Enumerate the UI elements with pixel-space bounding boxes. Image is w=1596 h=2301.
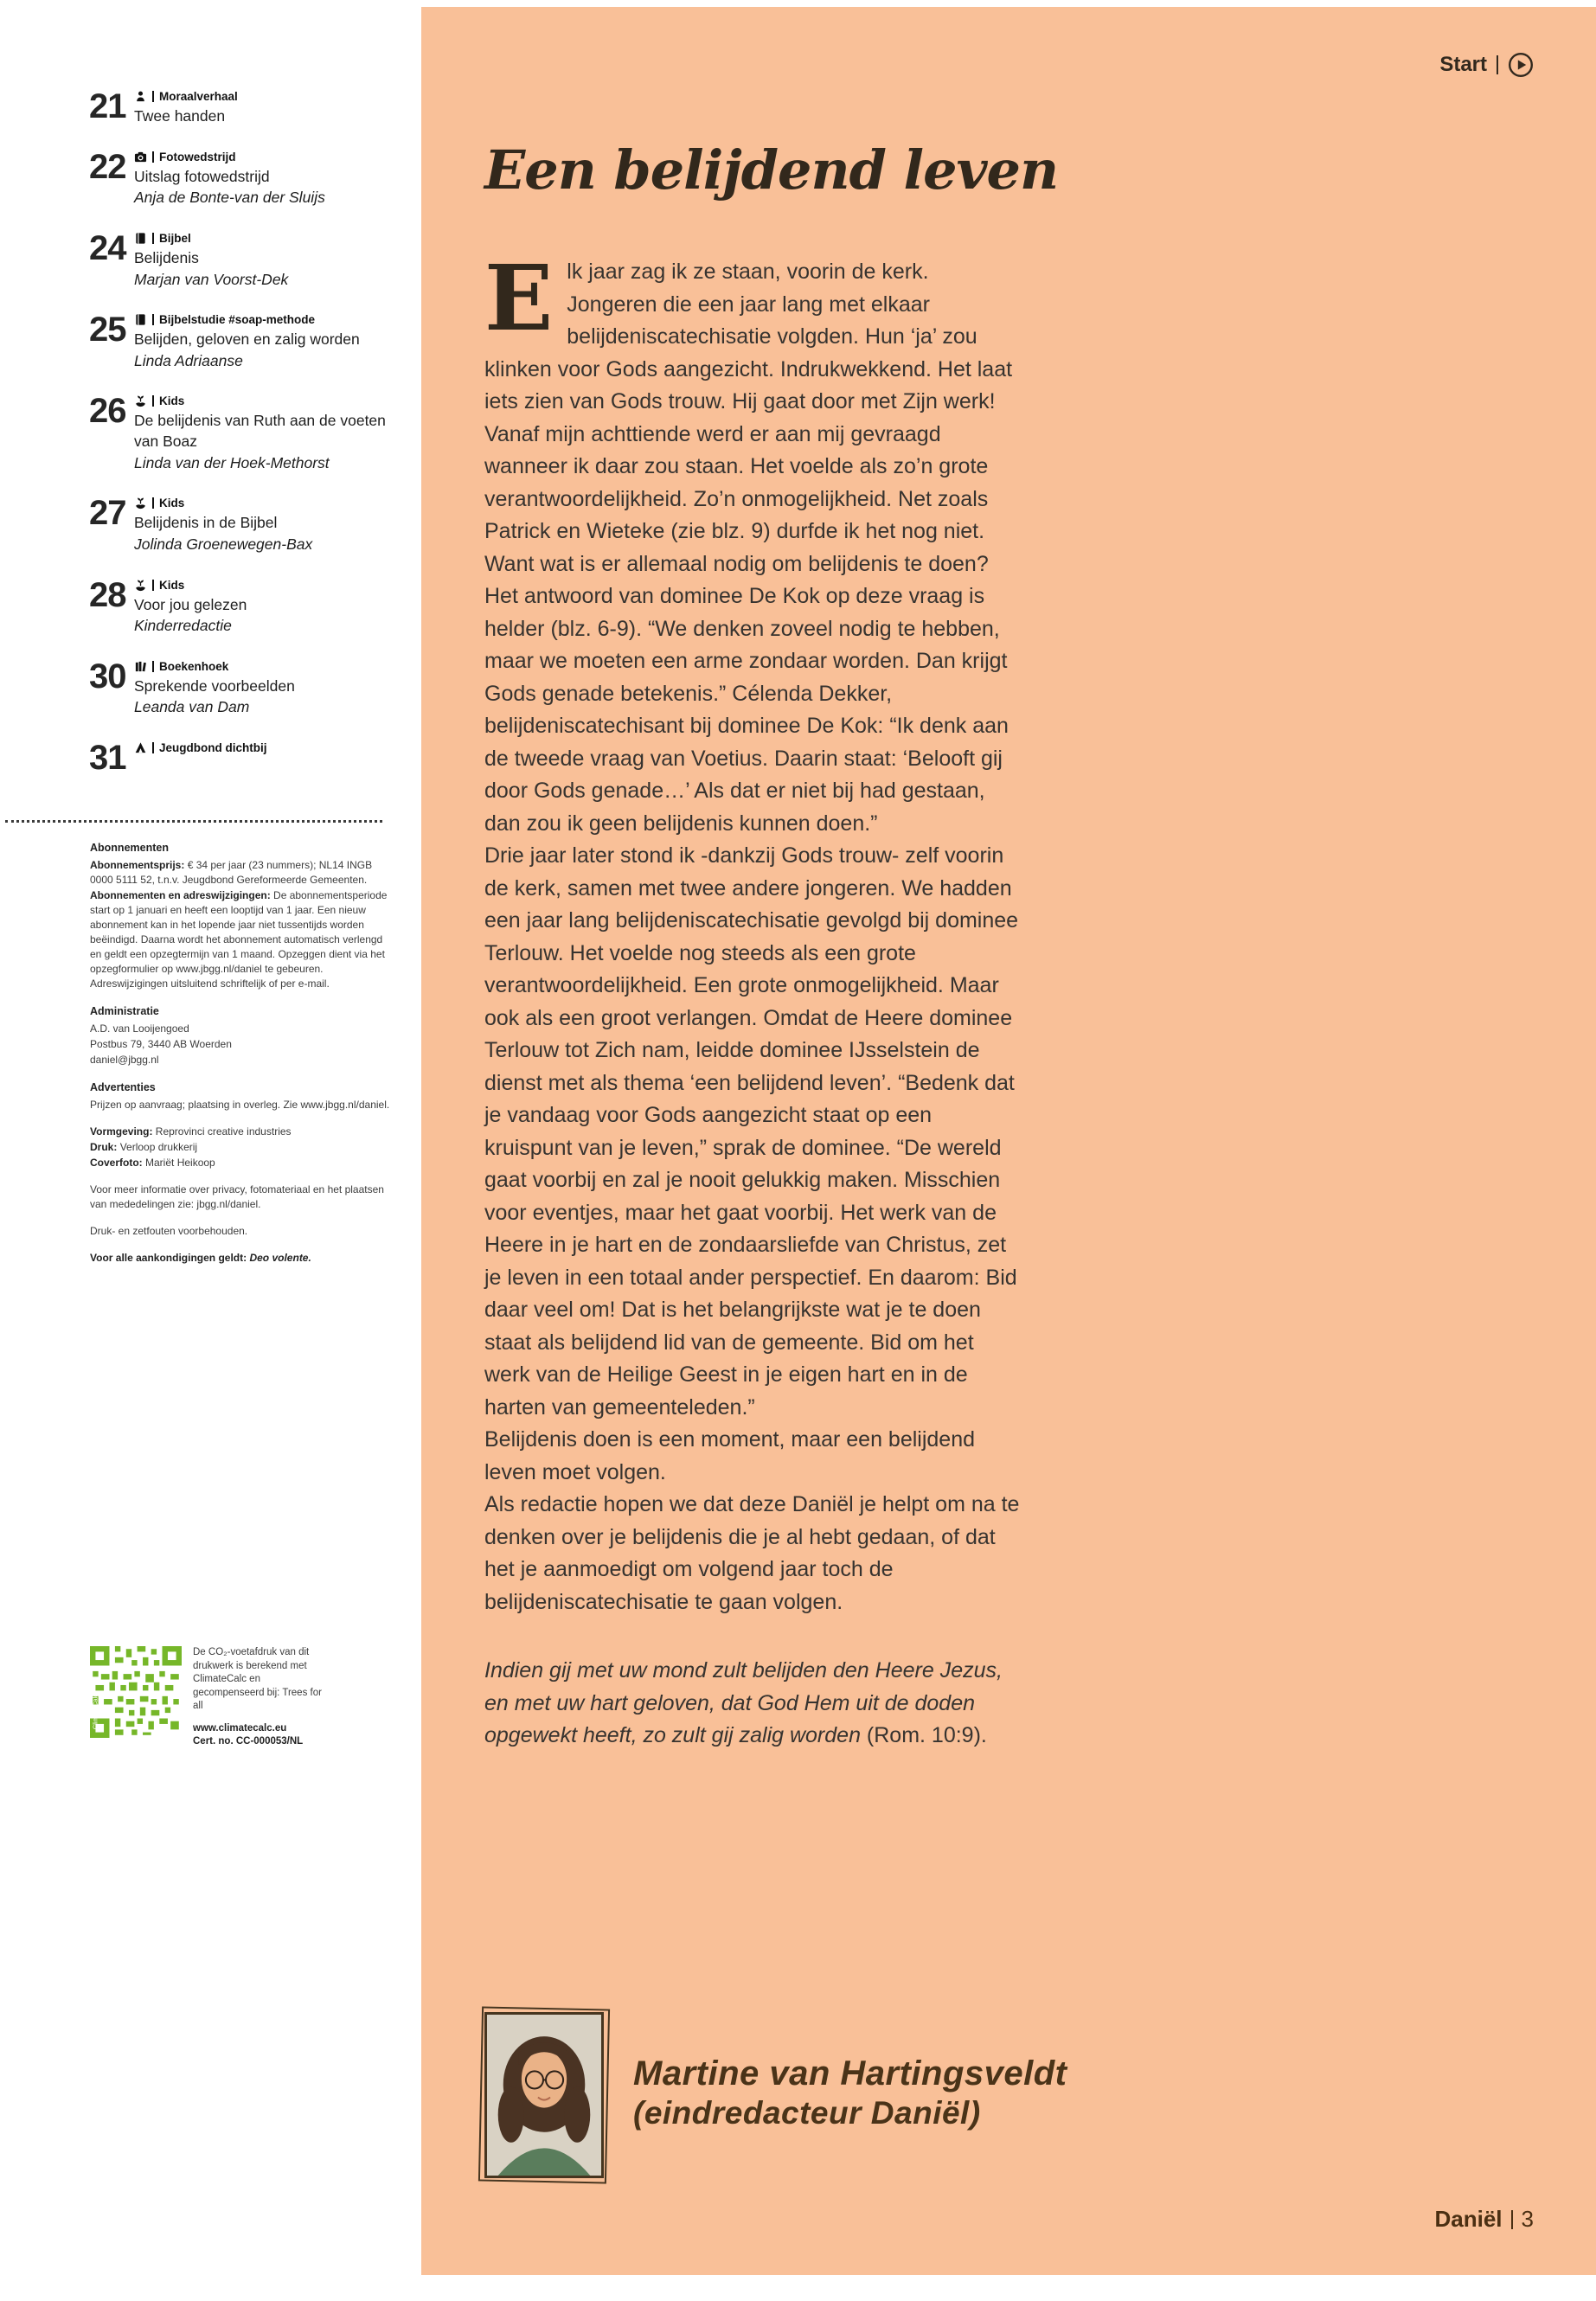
editorial-panel (421, 7, 1596, 2275)
co2-footprint-block (90, 1646, 393, 1749)
toc-category-label: Kids (159, 394, 185, 408)
advertenties-text: Prijzen op aanvraag; plaatsing in overleg. Zie www.jbgg.nl/daniel. (90, 1098, 390, 1111)
climatecalc-qr-code (90, 1646, 182, 1738)
play-icon[interactable] (1508, 52, 1534, 78)
toc-item-title: Belijden, geloven en zalig worden (134, 330, 360, 349)
category-separator (152, 91, 154, 102)
editor-signature-name: Martine van Hartingsveldt (633, 2054, 1067, 2093)
start-link[interactable] (1439, 52, 1534, 78)
toc-entry[interactable] (89, 228, 394, 290)
book-icon (134, 232, 147, 245)
toc-page-number: 30 (89, 657, 126, 695)
changes-label: Abonnementen en adreswijzigingen: (90, 888, 271, 901)
svg-text:ClimateCalc: ClimateCalc (91, 1693, 99, 1730)
editor-signature-role: (eindredacteur Daniël) (633, 2095, 981, 2131)
bible-reference: (Rom. 10:9). (860, 1723, 987, 1747)
advertenties-heading: Advertenties (90, 1080, 156, 1093)
signature-block (484, 2012, 1067, 2178)
colophon (90, 841, 390, 1266)
druk-line: Druk: Verloop drukkerij (90, 1140, 198, 1153)
toc-page-number: 21 (89, 87, 126, 125)
toc-item-author: Leanda van Dam (134, 698, 250, 716)
toc-category-label: Kids (159, 497, 185, 510)
toc-item-title: Belijdenis in de Bijbel (134, 514, 278, 532)
toc-item-author: Jolinda Groenewegen-Bax (134, 535, 313, 553)
toc-entry[interactable] (89, 312, 394, 371)
category-separator (152, 233, 154, 244)
administratie-heading: Administratie (90, 1005, 159, 1018)
toc-category (134, 394, 394, 407)
toc-item-title: De belijdenis van Ruth aan de voeten van Boaz (134, 412, 386, 450)
separator-bar (1497, 55, 1498, 74)
page-number: 3 (1521, 2206, 1534, 2232)
category-separator (152, 151, 154, 163)
sprout-icon (134, 579, 147, 592)
administratie-line: daniel@jbgg.nl (90, 1053, 159, 1066)
category-separator (152, 395, 154, 407)
toc-page-number: 25 (89, 311, 126, 349)
toc-column (0, 0, 421, 2301)
tent-icon (134, 741, 147, 754)
privacy-text: Voor meer informatie over privacy, fotomateriaal en het plaatsen van mededelingen zie: jbgg.nl/daniel. (90, 1183, 384, 1210)
toc-category-label: Fotowedstrijd (159, 150, 236, 163)
toc-item-author: Anja de Bonte-van der Sluijs (134, 189, 325, 207)
toc-page-number: 27 (89, 494, 126, 533)
administratie-line: Postbus 79, 3440 AB Woerden (90, 1037, 232, 1050)
person-icon (134, 90, 147, 103)
editorial-title: Een belijdend leven (484, 138, 1059, 202)
toc-item-title: Uitslag fotowedstrijd (134, 167, 270, 185)
drop-cap: E (484, 245, 554, 351)
bible-quote: Indien gij met uw mond zult belijden den Heere Jezus, en met uw hart geloven, dat God Hem uit de doden opgewekt heeft, zo zult gij zalig worden (Rom. 10:9). (484, 1658, 1003, 1747)
sprout-icon (134, 497, 147, 510)
separator-bar (1511, 2210, 1513, 2229)
toc-item-title: Twee handen (134, 107, 226, 125)
climatecalc-url: www.climatecalc.eu (193, 1722, 287, 1734)
toc-category-label: Bijbel (159, 231, 191, 245)
toc-entry[interactable] (89, 394, 394, 473)
toc-category-label: Bijbelstudie #soap-methode (159, 313, 316, 327)
abonnementen-changes: Abonnementen en adreswijzigingen: De abonnementsperiode start op 1 januari en heeft een looptijd van 1 jaar. Een nieuw abonnement kan in het lopende jaar niet tussentijds worden beëindigd. Daarna wordt het abonnement automatisch verlengd en geldt een opzegtermijn van 1 maand. Opzeggen dient via het opzegformulier op www.jbgg.nl/daniel te gebeuren. Adreswijzigingen uitsluitend schriftelijk of per e-mail. (90, 888, 388, 990)
toc-page-number: 26 (89, 392, 126, 431)
toc-item-title: Sprekende voorbeelden (134, 676, 295, 695)
toc-category-label: Moraalverhaal (159, 90, 238, 103)
page-footer (1435, 2206, 1535, 2233)
toc-category (134, 313, 394, 326)
editorial-body (484, 245, 1022, 1753)
climatecalc-cert: Cert. no. CC-000053/NL (193, 1736, 304, 1747)
toc-entry[interactable] (89, 575, 394, 637)
toc-item-author: Linda van der Hoek-Methorst (134, 453, 330, 471)
toc-category-label: Jeugdbond dichtbij (159, 741, 267, 754)
aankondigingen-line: Voor alle aankondigingen geldt: Deo volente. (90, 1251, 311, 1264)
price-label: Abonnementsprijs: (90, 858, 185, 871)
toc-page-number: 28 (89, 575, 126, 614)
toc-item-title: Belijdenis (134, 248, 199, 266)
toc-item-author: Linda Adriaanse (134, 351, 243, 369)
toc-category (134, 579, 394, 592)
toc-list (89, 89, 394, 798)
toc-category-label: Kids (159, 578, 185, 592)
coverfoto-line: Coverfoto: Mariët Heikoop (90, 1156, 215, 1169)
administratie-line: A.D. van Looijengoed (90, 1022, 189, 1035)
toc-category (134, 660, 394, 673)
camera-icon (134, 151, 147, 163)
toc-category (134, 90, 394, 103)
zetfouten-text: Druk- en zetfouten voorbehouden. (90, 1224, 248, 1237)
toc-entry[interactable] (89, 740, 394, 775)
toc-item-title: Voor jou gelezen (134, 595, 247, 613)
toc-page-number: 22 (89, 147, 126, 186)
category-separator (152, 314, 154, 325)
toc-page-number: 31 (89, 739, 126, 777)
editor-photo (484, 2012, 604, 2178)
toc-entry[interactable] (89, 659, 394, 718)
toc-category (134, 151, 394, 163)
deo-volente: Deo volente. (249, 1251, 311, 1264)
dotted-divider (5, 820, 382, 823)
editorial-paragraph: Als redactie hopen we dat deze Daniël je helpt om na te denken over je belijdenis die je al hebt gedaan, of dat het je aanmoedigt om volgend jaar toch de belijdeniscatechisatie te gaan volgen. (484, 1492, 1020, 1614)
toc-category (134, 232, 394, 245)
category-separator (152, 580, 154, 591)
toc-entry[interactable] (89, 496, 394, 554)
editorial-paragraph: Drie jaar later stond ik -dankzij Gods trouw- zelf voorin de kerk, samen met twee andere jongeren. We hadden een jaar lang belijdeniscatechisatie gevolgd bij dominee Terlouw. Het voelde nog steeds als een grote verantwoordelijkheid. Een grote onmogelijkheid. Maar ook als een groot verlangen. Omdat de Heere dominee Terlouw tot Zich nam, leidde dominee IJsselstein de dienst met als thema ‘een belijdend leven’. “Bedenk dat je vandaag voor Gods aangezicht staat op een kruispunt van je leven,” sprak de dominee. “De wereld gaat voorbij en zal je nooit gelukkig maken. Misschien voor eventjes, maar het gaat voorbij. Het werk van de Heere in je hart en de zondaarsliefde van Christus, zet je leven in een totaal ander perspectief. En daarom: Bid daar veel om! Dat is het belangrijkste wat je te doen staat als belijdend lid van de gemeente. Bid om het werk van de Heilige Geest in je eigen hart en in de harten van gemeenteleden.” (484, 843, 1019, 1420)
sprout-icon (134, 394, 147, 407)
toc-entry[interactable] (89, 147, 394, 208)
toc-category-label: Boekenhoek (159, 659, 229, 673)
brand-name: Daniël (1434, 2206, 1503, 2232)
book-icon (134, 313, 147, 326)
toc-category (134, 497, 394, 510)
category-separator (152, 497, 154, 509)
editorial-paragraph: Belijdenis doen is een moment, maar een belijdend leven moet volgen. (484, 1427, 976, 1484)
toc-item-author: Marjan van Voorst-Dek (134, 270, 289, 288)
start-label: Start (1439, 53, 1487, 76)
abonnementen-price: Abonnementsprijs: € 34 per jaar (23 nummers); NL14 INGB 0000 5111 52, t.n.v. Jeugdbond Gereformeerde Gemeenten. (90, 858, 373, 886)
category-separator (152, 661, 154, 672)
category-separator (152, 742, 154, 753)
bookshelf-icon (134, 660, 147, 673)
toc-page-number: 24 (89, 228, 126, 267)
toc-item-author: Kinderredactie (134, 617, 232, 635)
toc-category (134, 741, 394, 754)
abonnementen-heading: Abonnementen (90, 842, 169, 854)
vormgeving-line: Vormgeving: Reprovinci creative industries (90, 1125, 292, 1138)
editorial-paragraph: Elk jaar zag ik ze staan, voorin de kerk. Jongeren die een jaar lang met elkaar belijdeniscatechisatie volgden. Hun ‘ja’ zou klinken voor Gods aangezicht. Indrukwekkend. Het laat iets zien van Gods trouw. Hij gaat door met Zijn werk! Vanaf mijn achttiende werd er aan mij gevraagd wanneer ik daar zou staan. Het voelde als zo’n grote verantwoordelijkheid. Zo’n onmogelijkheid. Net zoals Patrick en Wieteke (zie blz. 9) durfde ik het nog niet. Want wat is er allemaal nodig om belijdenis te doen? Het antwoord van dominee De Kok op deze vraag is helder (blz. 6-9). “We denken zoveel nodig te hebben, maar we moeten een arme zondaar worden. Dan krijgt Gods genade betekenis.” Célenda Dekker, belijdeniscatechisant bij dominee De Kok: “Ik denk aan de tweede vraag van Voetius. Daarin staat: ‘Belooft gij door Gods genade…’ Als dat er niet bij had gestaan, dan zou ik geen belijdenis kunnen doen.” (484, 245, 1013, 836)
toc-entry[interactable] (89, 89, 394, 127)
co2-text: De CO₂-voetafdruk van dit drukwerk is berekend met ClimateCalc en gecompenseerd bij: Trees for all (193, 1647, 322, 1712)
